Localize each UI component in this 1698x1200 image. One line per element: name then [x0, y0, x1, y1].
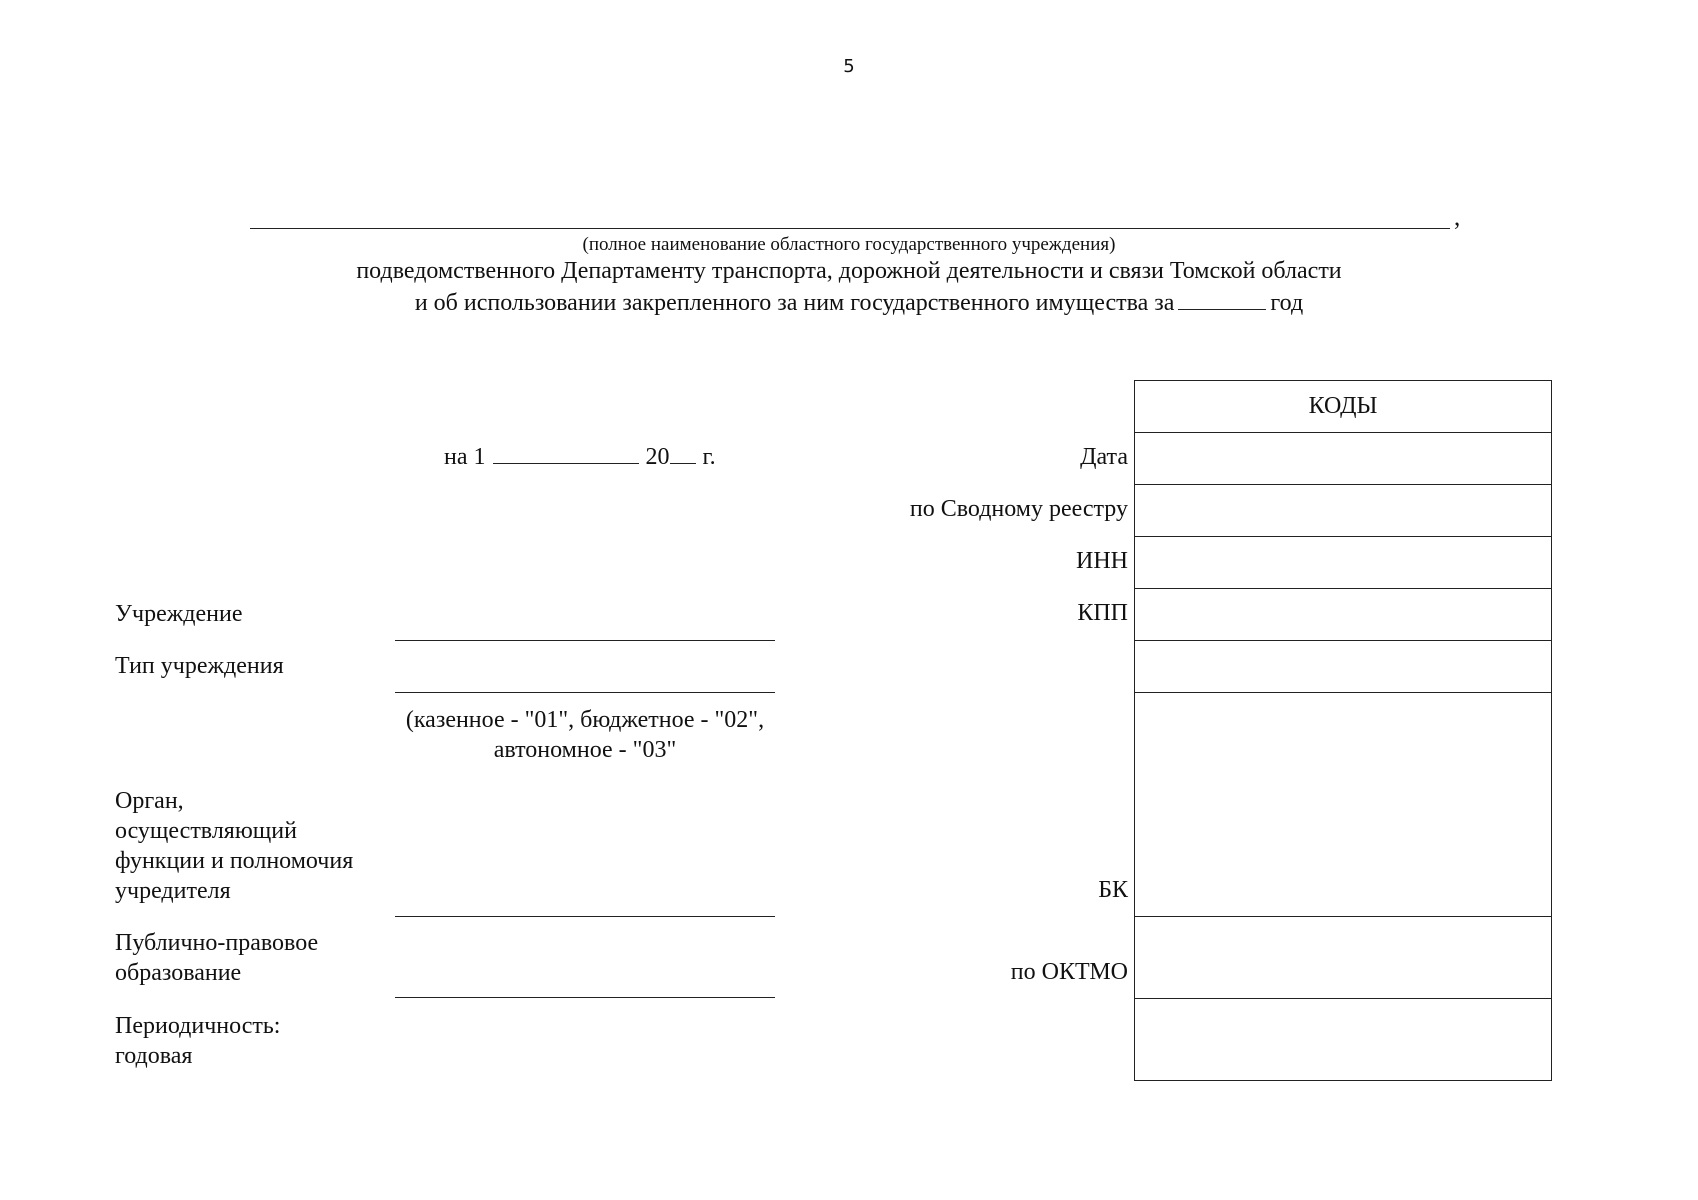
oktmo-code-label: по ОКТМО — [1010, 959, 1128, 985]
founder-body-line-1: Орган, — [115, 788, 184, 814]
date-year-prefix: 20 — [645, 444, 670, 470]
public-entity-line-1: Публично-правовое — [115, 930, 319, 956]
report-heading-line-2 — [0, 289, 1698, 317]
report-heading-year-word: год — [1270, 290, 1304, 316]
report-year-blank — [1178, 289, 1266, 310]
public-entity-line-2: образование — [115, 960, 242, 986]
institution-type-field-line — [395, 692, 775, 693]
date-year-blank — [670, 443, 696, 464]
institution-name-caption: (полное наименование областного государственного учреждения) — [582, 234, 1116, 255]
kpp-code-cell[interactable] — [1135, 589, 1552, 641]
inn-code-label: ИНН — [1076, 548, 1128, 574]
date-month-blank — [493, 443, 639, 464]
report-heading-line-2-text: и об использовании закрепленного за ним государственного имущества за — [414, 290, 1175, 316]
institution-type-note: (казенное - "01", бюджетное - "02", автономное - "03" — [405, 707, 765, 763]
date-suffix: г. — [702, 444, 716, 470]
codes-header: КОДЫ — [1135, 381, 1552, 433]
bk-code-label: БК — [1098, 877, 1128, 903]
institution-type-code-cell[interactable] — [1135, 641, 1552, 693]
public-entity-field-line — [395, 997, 775, 998]
registry-code-cell[interactable] — [1135, 485, 1552, 537]
report-heading-line-1: подведомственного Департаменту транспорта, дорожной деятельности и связи Томской области — [356, 258, 1342, 284]
institution-name-line — [250, 228, 1450, 229]
inn-code-cell[interactable] — [1135, 537, 1552, 589]
periodicity-label — [115, 1011, 280, 1071]
report-date-line — [444, 443, 716, 471]
founder-body-line-4: учредителя — [115, 878, 231, 904]
codes-table — [1134, 380, 1552, 1081]
date-code-cell[interactable] — [1135, 433, 1552, 485]
institution-name-comma: , — [1454, 204, 1461, 231]
date-code-label: Дата — [1080, 444, 1128, 470]
registry-code-label: по Сводному реестру — [909, 496, 1128, 522]
periodicity-line-1: Периодичность: — [115, 1013, 281, 1039]
periodicity-code-cell[interactable] — [1135, 999, 1552, 1081]
public-entity-label — [115, 928, 318, 988]
page-number: 5 — [843, 56, 855, 77]
bk-code-cell[interactable] — [1135, 693, 1552, 917]
founder-body-line-2: осуществляющий — [115, 818, 297, 844]
founder-body-field-line — [395, 916, 775, 917]
oktmo-code-cell[interactable] — [1135, 917, 1552, 999]
institution-field-line — [395, 640, 775, 641]
periodicity-line-2: годовая — [115, 1043, 193, 1069]
founder-body-line-3: функции и полномочия — [115, 848, 354, 874]
institution-type-label: Тип учреждения — [115, 653, 284, 679]
founder-body-label — [115, 786, 353, 906]
institution-label: Учреждение — [115, 601, 243, 627]
date-prefix: на 1 — [444, 444, 486, 470]
kpp-code-label: КПП — [1077, 600, 1128, 626]
